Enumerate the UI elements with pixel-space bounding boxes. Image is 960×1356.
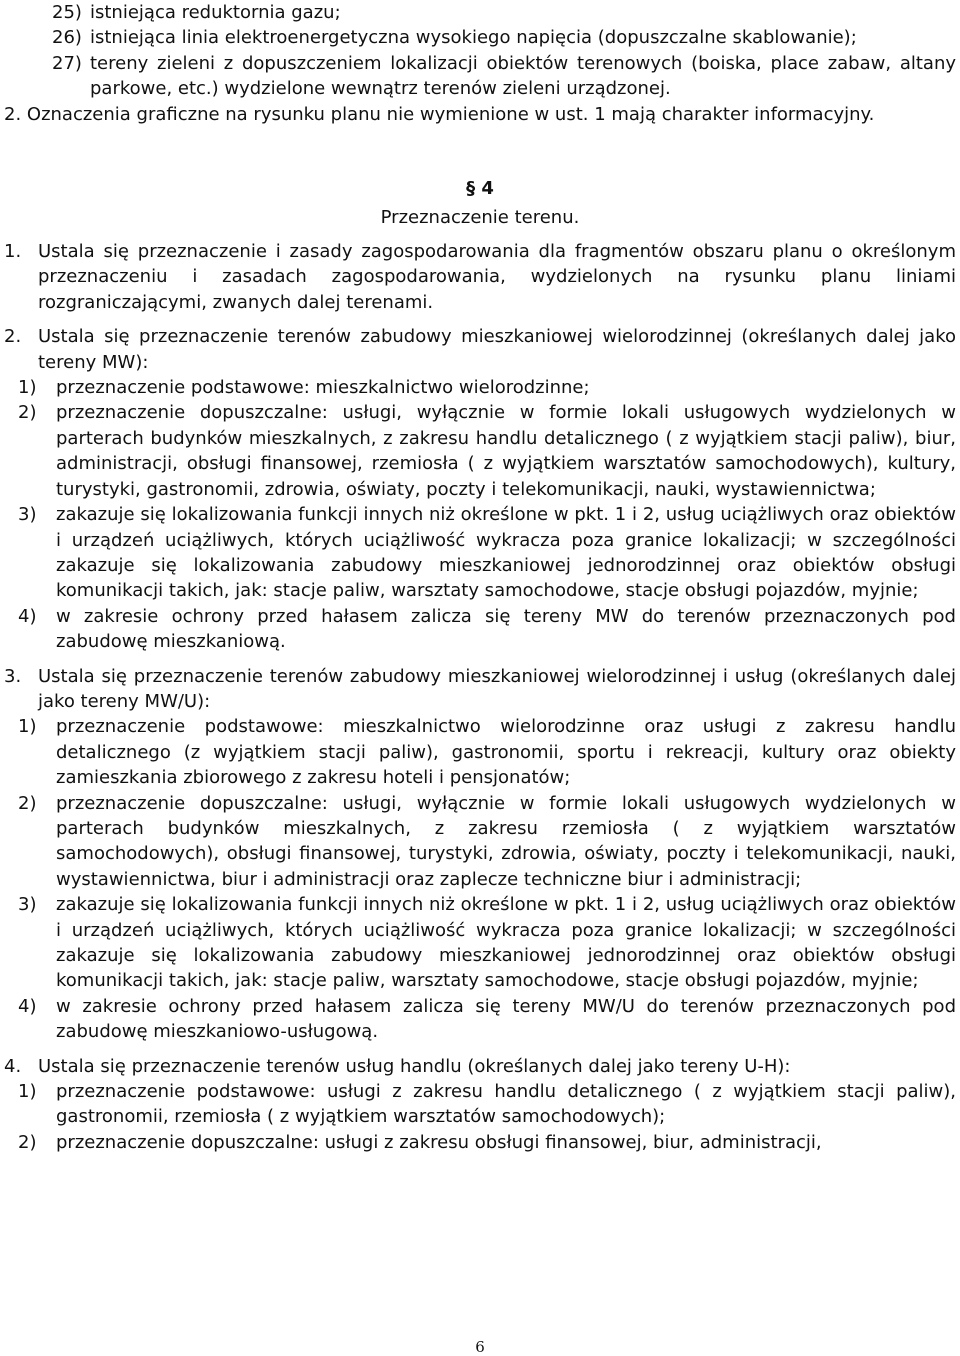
clause-body (38, 1054, 956, 1079)
list-item-number: 1) (18, 377, 37, 399)
list-item-text: przeznaczenie dopuszczalne: usługi, wyłącznie w formie lokali usługowych wydzielonych w parterach budynków mieszkalnych, z zakresu rzemiosła ( z wyjątkiem warsztatów samochodowych), obsługi finansowej, turystyki, zdrowia, oświaty, poczty i telekomunikacji, nauki, wystawiennictwa, biur i administracji oraz zaplecze techniczne biur i administracji; (56, 792, 956, 890)
page-number: 6 (475, 1338, 485, 1356)
clause-text: Ustala się przeznaczenie terenów zabudowy mieszkaniowej wielorodzinnej (określanych dalej jako tereny MW): (38, 326, 956, 373)
list-item-number: 25) (52, 2, 82, 23)
list-item-number: 3) (18, 894, 37, 916)
clause-text: Ustala się przeznaczenie terenów usług handlu (określanych dalej jako tereny U-H): (38, 1055, 791, 1077)
clause (4, 324, 956, 375)
list-item-number: 26) (52, 27, 82, 49)
clause-number: 1. (4, 241, 22, 263)
list-item (18, 502, 956, 604)
clause-number: 4. (4, 1055, 22, 1077)
top-list (4, 0, 956, 102)
list-item-number: 27) (52, 52, 82, 74)
list-item-number: 2) (18, 792, 37, 814)
section-heading (4, 176, 956, 230)
clause-number: 3. (4, 665, 22, 687)
list-item-number: 4) (18, 605, 37, 627)
point-2-paragraph: 2. Oznaczenia graficzne na rysunku planu nie wymienione w ust. 1 mają charakter informacyjny. (4, 103, 875, 125)
list-item-text: przeznaczenie podstawowe: mieszkalnictwo wielorodzinne oraz usługi z zakresu handlu detalicznego (z wyjątkiem stacji paliw), gastronomii, sportu i rekreacji, kultury oraz obiekty zamieszkania zbiorowego z zakresu hoteli i pensjonatów; (56, 716, 956, 789)
list-item (18, 400, 956, 502)
section-number: § 4 (466, 178, 494, 200)
clause (4, 1054, 956, 1079)
list-item-number: 4) (18, 995, 37, 1017)
clause-text: Ustala się przeznaczenie i zasady zagospodarowania dla fragmentów obszaru planu o określonym przeznaczeniu i zasadach zagospodarowania, wydzielonych na rysunku planu liniami rozgraniczającymi, zwanych dalej terenami. (38, 241, 956, 313)
list-item-number: 1) (18, 1081, 37, 1103)
list-item-text: w zakresie ochrony przed hałasem zalicza się tereny MW do terenów przeznaczonych pod zabudowę mieszkaniową. (56, 605, 956, 653)
list-item-text: przeznaczenie dopuszczalne: usługi, wyłącznie w formie lokali usługowych wydzielonych w parterach budynków mieszkalnych, z zakresu handlu detalicznego ( z wyjątkiem stacji paliw), biur, administracji, obsługi finansowej, rzemiosła ( z wyjątkiem warsztatów samochodowych), kultury, turystyki, gastronomii, zdrowia, oświaty, poczty i telekomunikacji, nauki, wystawiennictwa; (56, 402, 956, 500)
list-item-text: zakazuje się lokalizowania funkcji innych niż określone w pkt. 1 i 2, usług uciążliwych oraz obiektów i urządzeń uciążliwych, których uciążliwość wykracza poza granice lokalizacji; w szczególności zakazuje się lokalizowania zabudowy mieszkaniowej jednorodzinnej oraz obiektów obsługi komunikacji takich, jak: stacje paliw, warsztaty samochodowe, stacje obsługi pojazdów, myjnie; (56, 504, 956, 602)
clause-body (38, 664, 956, 715)
list-item-text: zakazuje się lokalizowania funkcji innych niż określone w pkt. 1 i 2, usług uciążliwych oraz obiektów i urządzeń uciążliwych, których uciążliwość wykracza poza granice lokalizacji; w szczególności zakazuje się lokalizowania zabudowy mieszkaniowej jednorodzinnej oraz obiektów obsługi komunikacji takich, jak: stacje paliw, warsztaty samochodowe, stacje obsługi pojazdów, myjnie; (56, 894, 956, 992)
list-item-text: tereny zieleni z dopuszczeniem lokalizacji obiektów terenowych (boiska, place zabaw, altany parkowe, etc.) wydzielone wewnątrz terenów zieleni urządzonej. (90, 52, 956, 100)
list-item-number: 1) (18, 716, 37, 738)
list-item (18, 1130, 956, 1155)
clause-body (38, 239, 956, 315)
list-item-text: istniejąca reduktornia gazu; (90, 2, 341, 23)
list-item (18, 604, 956, 655)
list-item (18, 1079, 956, 1130)
clause-items (4, 1079, 956, 1155)
clause (4, 664, 956, 715)
clause-items (4, 714, 956, 1044)
section-title: Przeznaczenie terenu. (380, 207, 580, 229)
list-item-text: przeznaczenie dopuszczalne: usługi z zakresu obsługi finansowej, biur, administracji, (56, 1131, 822, 1153)
list-item-text: przeznaczenie podstawowe: mieszkalnictwo wielorodzinne; (56, 377, 590, 399)
list-item-number: 2) (18, 1131, 37, 1153)
list-item (52, 25, 956, 50)
list-item-number: 2) (18, 402, 37, 424)
clause-items (4, 375, 956, 654)
list-item-number: 3) (18, 504, 37, 526)
clause-number: 2. (4, 326, 22, 348)
list-item-text: w zakresie ochrony przed hałasem zalicza się tereny MW/U do terenów przeznaczonych pod zabudowę mieszkaniowo-usługową. (56, 995, 956, 1043)
list-item (52, 51, 956, 102)
clause (4, 239, 956, 315)
clause-body (38, 324, 956, 375)
list-item (18, 375, 956, 400)
list-item-text: istniejąca linia elektroenergetyczna wysokiego napięcia (dopuszczalne skablowanie); (90, 27, 857, 49)
clause-text: Ustala się przeznaczenie terenów zabudowy mieszkaniowej wielorodzinnej i usług (określanych dalej jako tereny MW/U): (38, 665, 956, 712)
list-item (18, 791, 956, 893)
list-item (18, 994, 956, 1045)
list-item (52, 0, 956, 25)
list-item-text: przeznaczenie podstawowe: usługi z zakresu handlu detalicznego ( z wyjątkiem stacji paliw), gastronomii, rzemiosła ( z wyjątkiem warsztatów samochodowych); (56, 1081, 956, 1128)
list-item (18, 892, 956, 994)
list-item (18, 714, 956, 790)
